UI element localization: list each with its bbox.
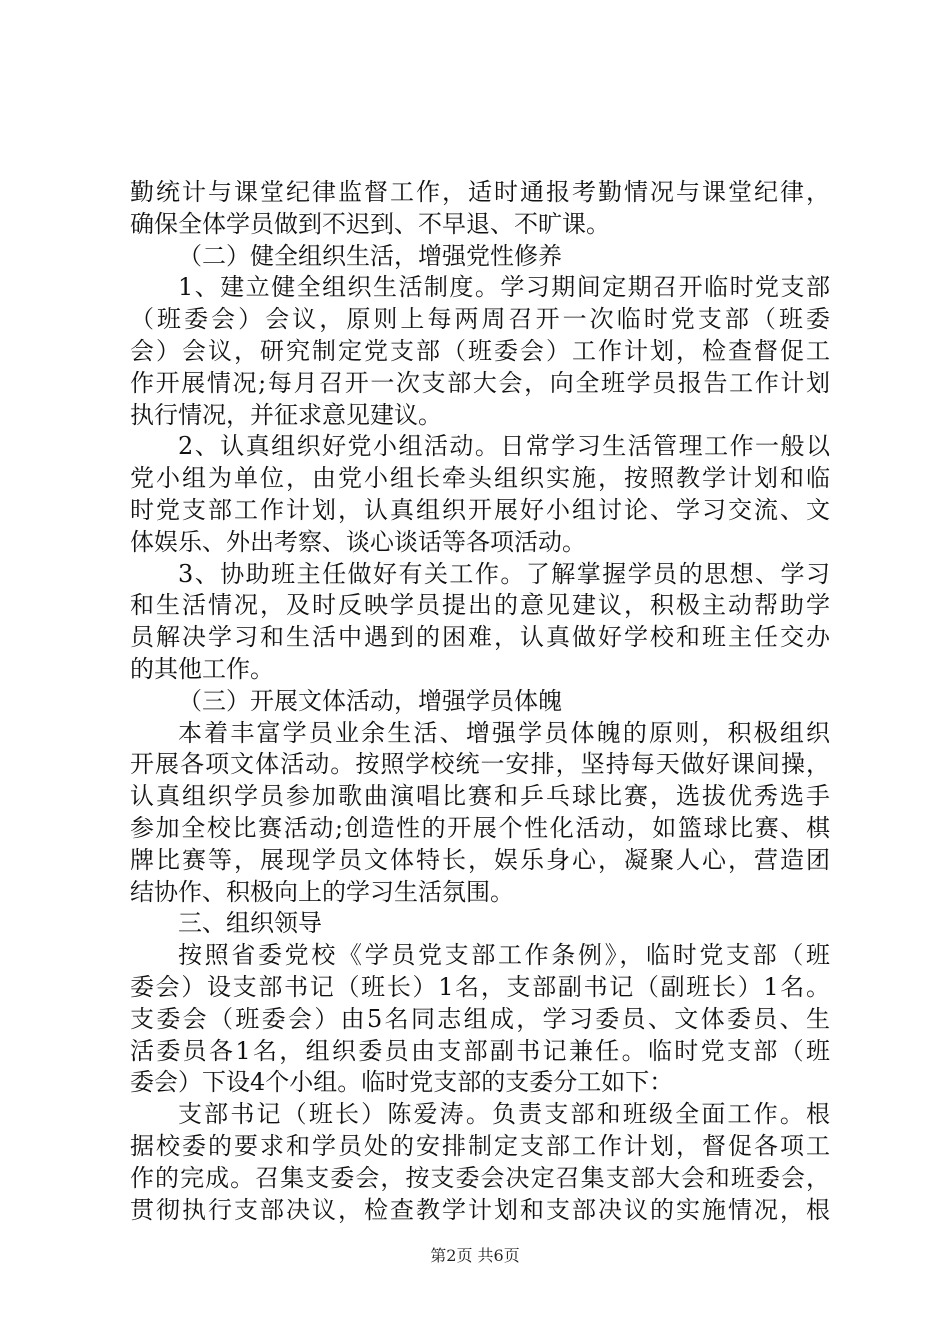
text-line: 作的完成。召集支委会，按支委会决定召集支部大会和班委会， <box>130 1163 830 1192</box>
text-line: 3、协助班主任做好有关工作。了解掌握学员的思想、学习 <box>178 559 830 588</box>
text-line: 参加全校比赛活动;创造性的开展个性化活动，如篮球比赛、棋 <box>130 813 830 842</box>
text-line: （班委会）会议，原则上每两周召开一次临时党支部（班委 <box>130 305 830 334</box>
document-body <box>130 177 830 1226</box>
text-line: 1、建立健全组织生活制度。学习期间定期召开临时党支部 <box>178 273 830 302</box>
text-line: 支委会（班委会）由5名同志组成，学习委员、文体委员、生 <box>130 1004 830 1033</box>
text-line: 和生活情况，及时反映学员提出的意见建议，积极主动帮助学 <box>130 591 830 620</box>
text-line: （二）健全组织生活，增强党性修养 <box>178 241 562 270</box>
text-line: 本着丰富学员业余生活、增强学员体魄的原则，积极组织 <box>178 718 830 747</box>
text-line: 作开展情况;每月召开一次支部大会，向全班学员报告工作计划 <box>130 368 830 397</box>
text-line: 活委员各1名，组织委员由支部副书记兼任。临时党支部（班 <box>130 1036 830 1065</box>
page-footer: 第2页 共6页 <box>430 1246 520 1265</box>
text-line: 支部书记（班长）陈爱涛。负责支部和班级全面工作。根 <box>178 1100 830 1129</box>
text-line: （三）开展文体活动，增强学员体魄 <box>178 686 562 715</box>
text-line: 牌比赛等，展现学员文体特长，娱乐身心，凝聚人心，营造团 <box>130 845 830 874</box>
text-line: 党小组为单位，由党小组长牵头组织实施，按照教学计划和临 <box>130 464 830 493</box>
text-line: 员解决学习和生活中遇到的困难，认真做好学校和班主任交办 <box>130 623 830 652</box>
text-line: 时党支部工作计划，认真组织开展好小组讨论、学习交流、文 <box>130 495 830 524</box>
text-line: 按照省委党校《学员党支部工作条例》，临时党支部（班 <box>178 941 830 970</box>
text-line: 开展各项文体活动。按照学校统一安排，坚持每天做好课间操， <box>130 750 830 779</box>
text-line: 执行情况，并征求意见建议。 <box>130 400 442 429</box>
text-line: 贯彻执行支部决议，检查教学计划和支部决议的实施情况，根 <box>130 1195 830 1224</box>
text-line: 勤统计与课堂纪律监督工作，适时通报考勤情况与课堂纪律， <box>130 178 830 206</box>
text-line: 体娱乐、外出考察、谈心谈话等各项活动。 <box>130 527 586 556</box>
text-line: 委会）下设4个小组。临时党支部的支委分工如下： <box>130 1068 674 1097</box>
text-line: 三、组织领导 <box>178 909 322 938</box>
text-line: 据校委的要求和学员处的安排制定支部工作计划，督促各项工 <box>130 1131 830 1160</box>
text-line: 认真组织学员参加歌曲演唱比赛和乒乓球比赛，选拔优秀选手 <box>130 782 830 811</box>
text-line: 会）会议，研究制定党支部（班委会）工作计划，检查督促工 <box>130 336 830 365</box>
text-line: 委会）设支部书记（班长）1名，支部副书记（副班长）1名。 <box>130 972 830 1001</box>
text-line: 的其他工作。 <box>130 654 274 683</box>
text-line: 确保全体学员做到不迟到、不早退、不旷课。 <box>130 209 610 238</box>
text-line: 2、认真组织好党小组活动。日常学习生活管理工作一般以 <box>178 432 830 461</box>
text-line: 结协作、积极向上的学习生活氛围。 <box>130 877 514 906</box>
